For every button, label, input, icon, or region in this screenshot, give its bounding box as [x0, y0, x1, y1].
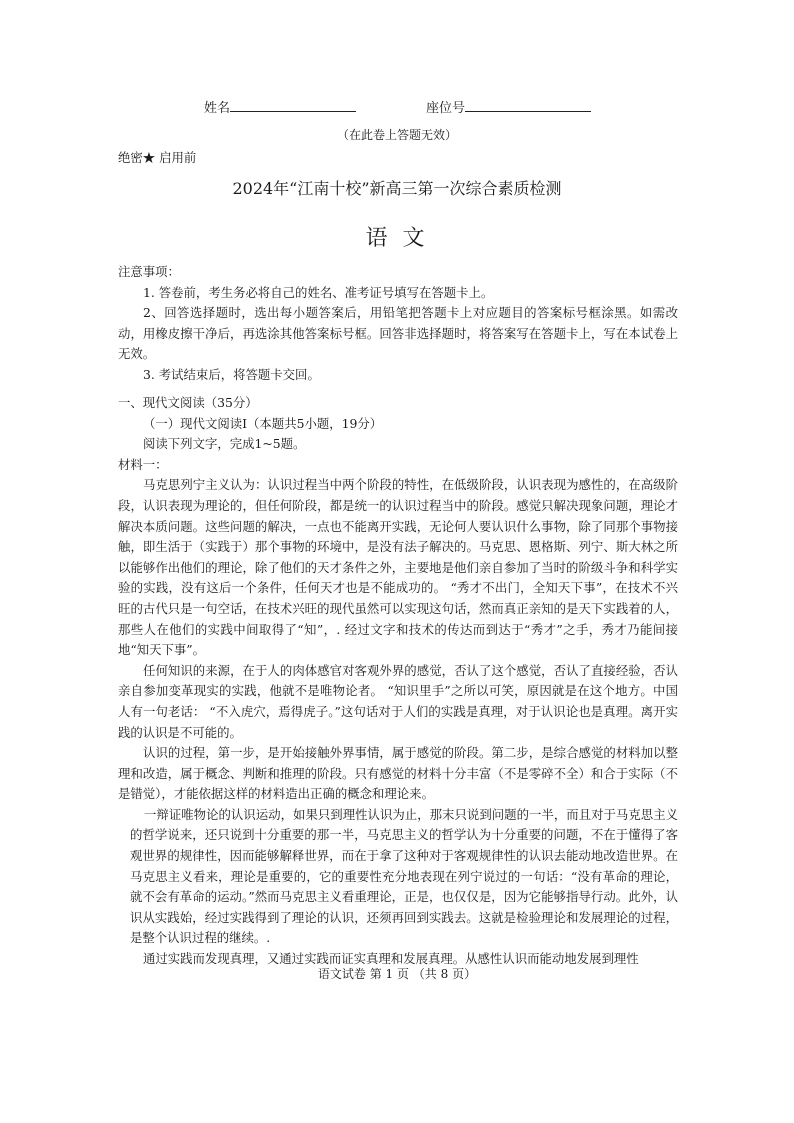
material-label: 材料一：	[118, 456, 168, 472]
paragraph: 一辩证唯物论的认识运动，如果只到理性认识为止，那末只说到问题的一半，而且对于马克思主义的哲学说来，还只说到十分重要的那一半，马克思主义的哲学认为十分重要的问题，不在于懂得了客观世界的规律性，因而能够解释世界，而在于拿了这种对于客观规律性的认识去能动地改造世界。在马克思主义看来，理论是重要的，它的重要性充分地表现在列宁说过的一句话：“没有革命的理论，就不会有革命的运动。”然而马克思主义看重理论，正是，也仅仅是，因为它能够指导行动。此外，认识从实践始，经过实践得到了理论的认识，还须再回到实践去。这就是检验理论和发展理论的过程，是整个认识过程的继续。.	[130, 806, 678, 946]
seat-label: 座位号	[426, 101, 466, 116]
seat-blank-line	[465, 97, 591, 112]
page-footer: 语文试卷 第 1 页 （共 8 页）	[317, 967, 477, 981]
exam-title: 2024年“江南十校”新高三第一次综合素质检测	[232, 179, 562, 198]
section-instruction: 阅读下列文字，完成1~5题。	[143, 436, 306, 452]
section-subheading: （一）现代文阅读Ⅰ（本题共5小题，19分）	[143, 415, 383, 431]
name-blank-line	[230, 97, 356, 112]
notices-block	[118, 262, 678, 386]
section-block	[118, 393, 678, 970]
notices-heading: 注意事项：	[118, 264, 180, 279]
notice-item: 2、回答选择题时，选出每小题答案后，用铅笔把答题卡上对应题目的答案标号框涂黑。如需改动，用橡皮擦干净后，再选涂其他答案标号框。回答非选择题时，将答案写在答题卡上，写在本试卷上无效。	[118, 305, 678, 362]
paragraph: 通过实践而发现真理，又通过实践而证实真理和发展真理。从感性认识而能动地发展到理性	[143, 951, 639, 967]
notice-item: 1. 答卷前，考生务必将自己的姓名、准考证号填写在答题卡上。	[143, 284, 494, 300]
paragraph: 任何知识的来源，在于人的肉体感官对客观外界的感觉，否认了这个感觉，否认了直接经验，否认亲自参加变革现实的实践，他就不是唯物论者。 “知识里手”之所以可笑，原因就是在这个地方。中国人有一句老话： “不入虎穴，焉得虎子。”这句话对于人们的实践是真理，对于认识论也是真理。离开实践的认识是不可能的。	[118, 662, 678, 740]
secret-label: 绝密★ 启用前	[118, 150, 197, 165]
name-label: 姓名	[204, 101, 231, 116]
section-heading: 一、现代文阅读（35分）	[118, 395, 258, 410]
invalid-note: （在此卷上答题无效）	[336, 128, 457, 142]
paragraph: 马克思列宁主义认为：认识过程当中两个阶段的特性，在低级阶段，认识表现为感性的，在高级阶段，认识表现为理论的，但任何阶段，都是统一的认识过程当中的阶段。感觉只解决现象问题，理论才解决本质问题。这些问题的解决，一点也不能离开实践，无论何人要认识什么事物，除了同那个事物接触，即生活于（实践于）那个事物的环境中，是没有法子解决的。马克思、恩格斯、列宁、斯大林之所以能够作出他们的理论，除了他们的天才条件之外，主要地是他们亲自参加了当时的阶级斗争和科学实验的实践，没有这后一个条件，任何天才也是不能成功的。 “秀才不出门，全知天下事”，在技术不兴旺的古代只是一句空话，在技术兴旺的现代虽然可以实现这句话，然而真正亲知的是天下实践着的人，那些人在他们的实践中间取得了“知”，. 经过文字和技术的传达而到达于“秀才”之手，秀才乃能间接地“知天下事”。	[118, 477, 678, 658]
name-field	[204, 97, 356, 116]
subject-title: 语 文	[365, 226, 429, 251]
notice-item: 3. 考试结束后，将答题卡交回。	[143, 366, 320, 382]
seat-field	[426, 97, 591, 116]
paragraph: 认识的过程，第一步，是开始接触外界事情，属于感觉的阶段。第二步，是综合感觉的材料加以整理和改造，属于概念、判断和推理的阶段。只有感觉的材料十分丰富（不是零碎不全）和合于实际（不是错觉），才能依据这样的材料造出正确的概念和理论来。	[118, 745, 678, 802]
